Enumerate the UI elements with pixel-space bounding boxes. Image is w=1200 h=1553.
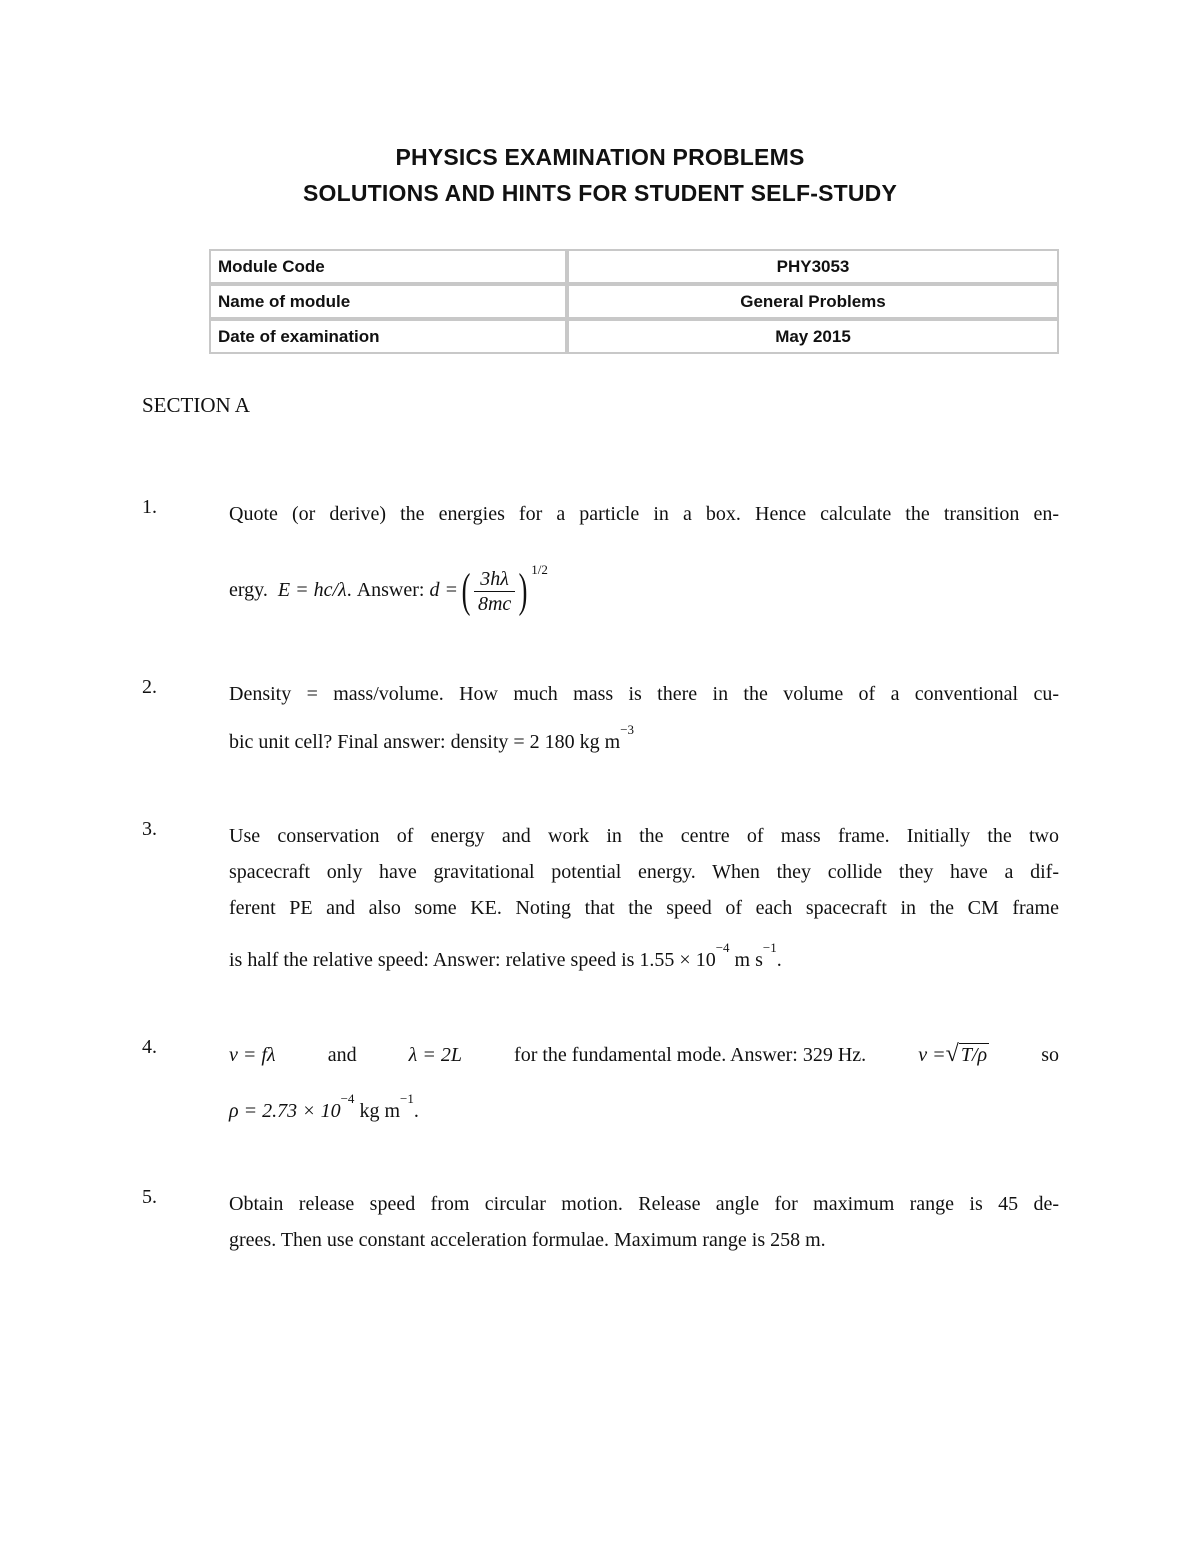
section-heading: SECTION A — [142, 393, 250, 417]
table-value-exam-date: May 2015 — [567, 319, 1059, 354]
superscript: −4 — [715, 940, 730, 955]
question-1-line-2 — [229, 538, 1059, 622]
equation-energy: E = hc/λ — [277, 579, 347, 601]
fraction-numerator: 3hλ — [474, 567, 515, 592]
question-1-line-2-start: ergy. — [229, 579, 268, 601]
document-subtitle: SOLUTIONS AND HINTS FOR STUDENT SELF-STUDY — [302, 180, 898, 206]
table-value-module-name: General Problems — [567, 284, 1059, 319]
equation-density: ρ = 2.73 × 10 — [229, 1100, 341, 1122]
question-3-line-4-text: is half the relative speed: Answer: relative speed is 1.55 × 10 — [229, 949, 716, 971]
table-label-module-code: Module Code — [209, 249, 567, 284]
question-number: 4. — [142, 1036, 157, 1058]
question-3-line-1: Use conservation of energy and work in the centre of mass frame. Initially the two — [229, 825, 1059, 847]
question-2-line-2-text: bic unit cell? Final answer: density = 2 180 kg m — [229, 731, 621, 753]
sqrt-icon: √ — [945, 1041, 959, 1067]
question-3-line-3: ferent PE and also some KE. Noting that the speed of each spacecraft in the CM frame — [229, 897, 1059, 919]
question-2-text — [229, 676, 1059, 760]
fraction-denominator: 8mc — [477, 592, 512, 615]
question-number: 5. — [142, 1186, 157, 1208]
document-title: PHYSICS EXAMINATION PROBLEMS — [395, 144, 805, 170]
unit-text: m s — [729, 949, 763, 971]
question-5-line-2: grees. Then use constant acceleration formulae. Maximum range is 258 m. — [229, 1229, 826, 1251]
question-number: 3. — [142, 818, 157, 840]
superscript: −3 — [620, 722, 635, 737]
equation-wavelength: λ = 2L — [408, 1044, 462, 1066]
so-text: so — [1041, 1044, 1059, 1066]
period: . — [413, 1100, 419, 1122]
period: . — [776, 949, 782, 971]
equation-velocity-lhs: v = — [918, 1044, 946, 1066]
question-1-line-1: Quote (or derive) the energies for a particle in a box. Hence calculate the transition en- — [229, 503, 1059, 525]
question-2-line-2 — [229, 712, 1059, 760]
question-4-answer-text: for the fundamental mode. Answer: 329 Hz. — [514, 1044, 867, 1066]
superscript: −1 — [762, 940, 777, 955]
question-5-text — [229, 1186, 1059, 1258]
equation-d-lhs: d = — [429, 579, 458, 601]
module-info-table — [209, 249, 1059, 354]
table-row — [209, 284, 1059, 319]
fraction — [474, 567, 515, 616]
superscript: −1 — [400, 1091, 414, 1106]
table-label-exam-date: Date of examination — [209, 319, 567, 354]
question-2-line-1: Density = mass/volume. How much mass is there in the volume of a conventional cu- — [229, 683, 1059, 705]
unit-text: kg m — [354, 1100, 400, 1122]
table-label-module-name: Name of module — [209, 284, 567, 319]
question-number: 1. — [142, 496, 157, 518]
and-text: and — [327, 1044, 357, 1066]
table-value-module-code: PHY3053 — [567, 249, 1059, 284]
question-1-text — [229, 496, 1059, 622]
table-row — [209, 319, 1059, 354]
left-paren: ( — [461, 564, 471, 618]
table-row — [209, 249, 1059, 284]
question-4-line-1 — [229, 1036, 1059, 1073]
question-3-text — [229, 818, 1059, 978]
equation-wave-speed: v = fλ — [229, 1044, 276, 1066]
question-number: 2. — [142, 676, 157, 698]
exponent: 1/2 — [531, 562, 548, 577]
question-5-line-1: Obtain release speed from circular motion. Release angle for maximum range is 45 de- — [229, 1193, 1059, 1215]
equation-velocity-root — [918, 1036, 989, 1073]
question-4-text — [229, 1036, 1059, 1129]
question-3-line-4 — [229, 930, 1059, 978]
question-3-line-2: spacecraft only have gravitational potential energy. When they collide they have a dif- — [229, 861, 1059, 883]
right-paren: ) — [518, 564, 528, 618]
question-4-line-2 — [229, 1081, 1059, 1129]
superscript: −4 — [340, 1091, 355, 1106]
sqrt-content: T/ρ — [960, 1044, 988, 1066]
question-1-answer-label: . Answer: — [346, 579, 425, 601]
